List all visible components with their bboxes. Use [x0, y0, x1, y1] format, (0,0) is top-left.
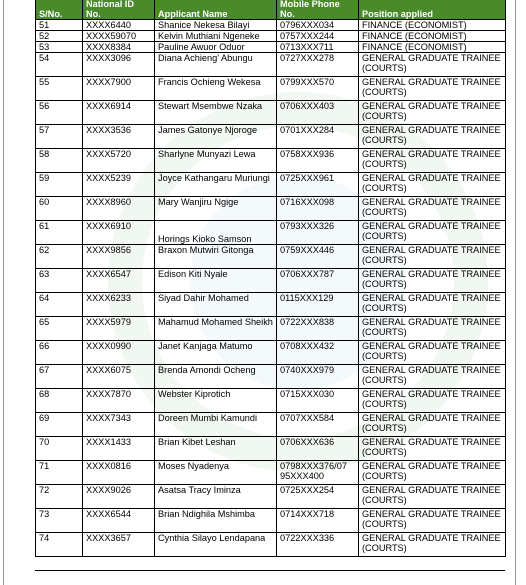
row-mobile-phone: 0796XXX034: [277, 20, 359, 31]
row-applicant-name: Mahamud Mohamed Sheikh: [155, 317, 277, 341]
row-position-applied: GENERAL GRADUATE TRAINEE (COURTS): [359, 125, 506, 149]
row-position-applied: GENERAL GRADUATE TRAINEE (COURTS): [359, 389, 506, 413]
row-sno: 63: [36, 269, 83, 293]
row-mobile-phone: 0725XXX961: [277, 173, 359, 197]
row-applicant-name: Pauline Awuor Oduor: [155, 42, 277, 53]
row-sno: 67: [36, 365, 83, 389]
row-sno: 61: [36, 221, 83, 245]
row-national-id: XXXX1433: [83, 437, 155, 461]
row-mobile-phone: 0713XXX711: [277, 42, 359, 53]
row-national-id: XXXX6233: [83, 293, 155, 317]
row-position-applied: FINANCE (ECONOMIST): [359, 31, 506, 42]
row-sno: 57: [36, 125, 83, 149]
row-position-applied: GENERAL GRADUATE TRAINEE (COURTS): [359, 101, 506, 125]
table-body: [36, 20, 506, 557]
table-row: [36, 413, 506, 437]
header-mobile-phone: Mobile Phone No.: [277, 0, 359, 20]
row-sno: 60: [36, 197, 83, 221]
row-mobile-phone: 0714XXX718: [277, 509, 359, 533]
row-mobile-phone: 0757XXX244: [277, 31, 359, 42]
table-row: [36, 77, 506, 101]
table-row: [36, 125, 506, 149]
row-position-applied: GENERAL GRADUATE TRAINEE (COURTS): [359, 341, 506, 365]
row-applicant-name: Janet Kanjaga Matumo: [155, 341, 277, 365]
table-row: [36, 20, 506, 31]
table-row: [36, 461, 506, 485]
row-mobile-phone: 0706XXX636: [277, 437, 359, 461]
table-row: [36, 245, 506, 269]
row-position-applied: GENERAL GRADUATE TRAINEE (COURTS): [359, 173, 506, 197]
header-position-applied: Position applied: [359, 0, 506, 20]
table-row: [36, 317, 506, 341]
row-national-id: XXXX59070: [83, 31, 155, 42]
table-row: [36, 197, 506, 221]
row-position-applied: GENERAL GRADUATE TRAINEE (COURTS): [359, 365, 506, 389]
table-row: [36, 365, 506, 389]
row-sno: 69: [36, 413, 83, 437]
table-row: [36, 269, 506, 293]
row-national-id: XXXX5239: [83, 173, 155, 197]
row-national-id: XXXX6914: [83, 101, 155, 125]
row-national-id: XXXX8960: [83, 197, 155, 221]
row-applicant-name: Braxon Mutwiri Gitonga: [155, 245, 277, 269]
page-bottom-rule: [35, 570, 505, 571]
row-mobile-phone: 0722XXX838: [277, 317, 359, 341]
row-sno: 70: [36, 437, 83, 461]
table-row: [36, 437, 506, 461]
row-mobile-phone: 0706XXX787: [277, 269, 359, 293]
row-position-applied: GENERAL GRADUATE TRAINEE (COURTS): [359, 533, 506, 557]
row-applicant-name: Sharlyne Munyazi Lewa: [155, 149, 277, 173]
row-applicant-name: Brenda Amondi Ocheng: [155, 365, 277, 389]
table-row: [36, 101, 506, 125]
row-national-id: XXXX9026: [83, 485, 155, 509]
row-national-id: XXXX6440: [83, 20, 155, 31]
row-sno: 55: [36, 77, 83, 101]
table-row: [36, 221, 506, 245]
row-sno: 62: [36, 245, 83, 269]
row-national-id: XXXX3536: [83, 125, 155, 149]
row-applicant-name: Siyad Dahir Mohamed: [155, 293, 277, 317]
row-position-applied: GENERAL GRADUATE TRAINEE (COURTS): [359, 149, 506, 173]
page-left-edge: [3, 0, 4, 585]
row-national-id: XXXX5979: [83, 317, 155, 341]
row-applicant-name: Doreen Mumbi Kamundi: [155, 413, 277, 437]
row-position-applied: GENERAL GRADUATE TRAINEE (COURTS): [359, 77, 506, 101]
row-national-id: XXXX7900: [83, 77, 155, 101]
table-row: [36, 293, 506, 317]
row-sno: 68: [36, 389, 83, 413]
row-mobile-phone: 0708XXX432: [277, 341, 359, 365]
header-national-id: National ID No.: [83, 0, 155, 20]
row-mobile-phone: 0793XXX326: [277, 221, 359, 245]
applicants-table: [35, 0, 506, 557]
row-mobile-phone: 0758XXX936: [277, 149, 359, 173]
table-header-row: [36, 0, 506, 20]
row-sno: 53: [36, 42, 83, 53]
table-row: [36, 31, 506, 42]
row-sno: 58: [36, 149, 83, 173]
row-mobile-phone: 0722XXX336: [277, 533, 359, 557]
row-mobile-phone: 0115XXX129: [277, 293, 359, 317]
row-national-id: XXXX0990: [83, 341, 155, 365]
row-national-id: XXXX6075: [83, 365, 155, 389]
row-national-id: XXXX6910: [83, 221, 155, 245]
row-sno: 52: [36, 31, 83, 42]
row-mobile-phone: 0798XXX376/07 95XXX400: [277, 461, 359, 485]
row-mobile-phone: 0715XXX030: [277, 389, 359, 413]
row-national-id: XXXX3096: [83, 53, 155, 77]
row-applicant-name: Asatsa Tracy Iminza: [155, 485, 277, 509]
row-applicant-name: Cynthia Silayo Lendapana: [155, 533, 277, 557]
row-national-id: XXXX0816: [83, 461, 155, 485]
row-national-id: XXXX6547: [83, 269, 155, 293]
row-sno: 74: [36, 533, 83, 557]
row-national-id: XXXX5720: [83, 149, 155, 173]
header-applicant-name: Applicant Name: [155, 0, 277, 20]
row-national-id: XXXX3657: [83, 533, 155, 557]
row-mobile-phone: 0716XXX098: [277, 197, 359, 221]
row-mobile-phone: 0725XXX254: [277, 485, 359, 509]
row-national-id: XXXX6544: [83, 509, 155, 533]
row-applicant-name: Moses Nyadenya: [155, 461, 277, 485]
row-position-applied: GENERAL GRADUATE TRAINEE (COURTS): [359, 221, 506, 245]
row-position-applied: FINANCE (ECONOMIST): [359, 20, 506, 31]
row-position-applied: FINANCE (ECONOMIST): [359, 42, 506, 53]
row-sno: 66: [36, 341, 83, 365]
row-applicant-name: Francis Ochieng Wekesa: [155, 77, 277, 101]
row-position-applied: GENERAL GRADUATE TRAINEE (COURTS): [359, 437, 506, 461]
row-national-id: XXXX9856: [83, 245, 155, 269]
row-applicant-name: Kelvin Muthiani Ngeneke: [155, 31, 277, 42]
row-position-applied: GENERAL GRADUATE TRAINEE (COURTS): [359, 293, 506, 317]
row-position-applied: GENERAL GRADUATE TRAINEE (COURTS): [359, 485, 506, 509]
table-row: [36, 485, 506, 509]
row-sno: 59: [36, 173, 83, 197]
row-applicant-name: Edison Kiti Nyale: [155, 269, 277, 293]
row-position-applied: GENERAL GRADUATE TRAINEE (COURTS): [359, 53, 506, 77]
row-sno: 73: [36, 509, 83, 533]
row-sno: 72: [36, 485, 83, 509]
page-right-edge: [515, 0, 516, 585]
row-sno: 56: [36, 101, 83, 125]
row-sno: 51: [36, 20, 83, 31]
row-applicant-name: Diana Achieng' Abungu: [155, 53, 277, 77]
row-mobile-phone: 0706XXX403: [277, 101, 359, 125]
row-mobile-phone: 0701XXX284: [277, 125, 359, 149]
table-row: [36, 42, 506, 53]
row-applicant-name: Brian Ndighila Mshimba: [155, 509, 277, 533]
row-position-applied: GENERAL GRADUATE TRAINEE (COURTS): [359, 269, 506, 293]
row-applicant-name: James Gatonye Njoroge: [155, 125, 277, 149]
table-row: [36, 509, 506, 533]
row-applicant-name: Shanice Nekesa Bilayi: [155, 20, 277, 31]
table-row: [36, 173, 506, 197]
table-row: [36, 533, 506, 557]
row-position-applied: GENERAL GRADUATE TRAINEE (COURTS): [359, 461, 506, 485]
row-position-applied: GENERAL GRADUATE TRAINEE (COURTS): [359, 413, 506, 437]
table-row: [36, 389, 506, 413]
row-sno: 65: [36, 317, 83, 341]
row-mobile-phone: 0799XXX570: [277, 77, 359, 101]
row-applicant-name: Webster Kiprotich: [155, 389, 277, 413]
row-sno: 64: [36, 293, 83, 317]
row-mobile-phone: 0740XXX979: [277, 365, 359, 389]
row-position-applied: GENERAL GRADUATE TRAINEE (COURTS): [359, 317, 506, 341]
row-applicant-name: Joyce Kathangaru Muriungi: [155, 173, 277, 197]
row-mobile-phone: 0759XXX446: [277, 245, 359, 269]
row-sno: 71: [36, 461, 83, 485]
table-row: [36, 53, 506, 77]
row-position-applied: GENERAL GRADUATE TRAINEE (COURTS): [359, 509, 506, 533]
row-applicant-name: Brian Kibet Leshan: [155, 437, 277, 461]
row-applicant-name: Horings Kioko Samson: [155, 221, 277, 245]
row-sno: 54: [36, 53, 83, 77]
row-applicant-name: Stewart Msembwe Nzaka: [155, 101, 277, 125]
row-national-id: XXXX8384: [83, 42, 155, 53]
table-row: [36, 149, 506, 173]
row-applicant-name: Mary Wanjiru Ngige: [155, 197, 277, 221]
header-sno: S/No.: [36, 0, 83, 20]
row-position-applied: GENERAL GRADUATE TRAINEE (COURTS): [359, 245, 506, 269]
row-national-id: XXXX7343: [83, 413, 155, 437]
row-mobile-phone: 0727XXX278: [277, 53, 359, 77]
table-row: [36, 341, 506, 365]
row-national-id: XXXX7870: [83, 389, 155, 413]
row-position-applied: GENERAL GRADUATE TRAINEE (COURTS): [359, 197, 506, 221]
row-mobile-phone: 0707XXX584: [277, 413, 359, 437]
